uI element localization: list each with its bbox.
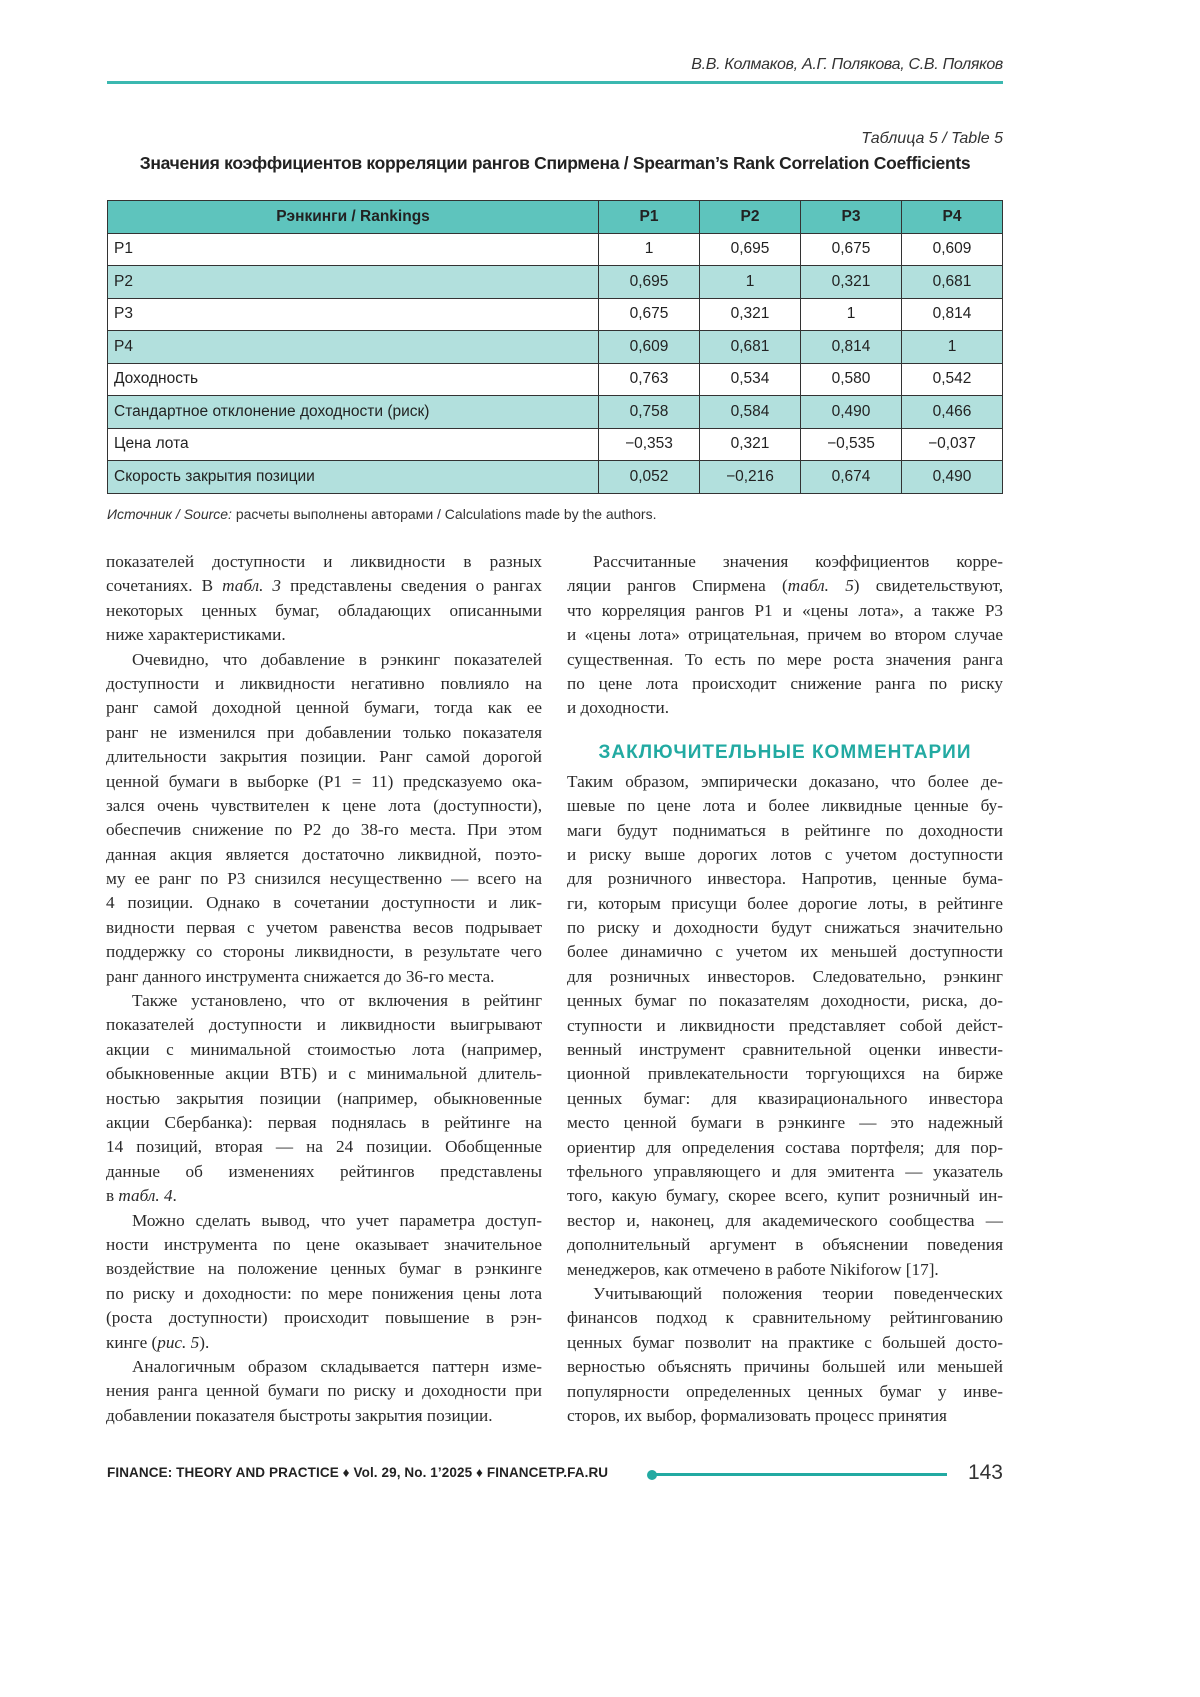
text-line: и риску выше дорогих лотов с учетом доступности: [567, 843, 1003, 867]
text-line: маги будут подниматься в рейтинге по доходности: [567, 819, 1003, 843]
cell-value: 0,681: [902, 266, 1003, 299]
table-row: [108, 266, 1003, 299]
text-line: длительности закрытия позиции. Ранг самой дорогой: [106, 745, 542, 769]
text-line: 4 позиции. Однако в сочетании доступности и лик-: [106, 891, 542, 915]
text-line: Аналогичным образом складывается паттерн изме-: [106, 1355, 542, 1379]
text-line: что корреляция рангов P1 и «цены лота», а также P3: [567, 599, 1003, 623]
text-line: Таким образом, эмпирически доказано, что более де-: [567, 770, 1003, 794]
text-line: ранг не изменился при добавлении только показателя: [106, 721, 542, 745]
text-line: нения ранга ценной бумаги по риску и доходности при: [106, 1379, 542, 1403]
footer-rule: [655, 1473, 947, 1476]
cell-value: −0,353: [599, 428, 700, 461]
cell-value: 0,321: [700, 428, 801, 461]
text-line: ценных бумаг по показателям доходности, риска, до-: [567, 989, 1003, 1013]
text-line: менеджеров, как отмечено в работе Nikiforow [17].: [567, 1258, 1003, 1282]
row-label: Цена лота: [108, 428, 599, 461]
text-line: дополнительный аргумент в объяснении поведения: [567, 1233, 1003, 1257]
text-line: поддержку со стороны ликвидности, в результате чего: [106, 940, 542, 964]
cell-value: −0,535: [801, 428, 902, 461]
table-row: [108, 461, 1003, 494]
text-line: ступности и ликвидности представляет собой дейст-: [567, 1014, 1003, 1038]
source-label: Источник / Source:: [107, 506, 232, 522]
cell-value: 0,580: [801, 363, 902, 396]
cell-value: 0,490: [801, 396, 902, 429]
page-number: 143: [968, 1461, 1003, 1485]
cell-value: −0,037: [902, 428, 1003, 461]
column-header-p3: P3: [801, 201, 902, 234]
row-label: P3: [108, 298, 599, 331]
cell-value: 0,490: [902, 461, 1003, 494]
text-line: ценных бумаг: для квазирационального инвестора: [567, 1087, 1003, 1111]
text-line: обыкновенные акции ВТБ) и с минимальной длитель-: [106, 1062, 542, 1086]
text-line: по риску и доходности: по мере понижения цены лота: [106, 1282, 542, 1306]
text-line: венный инструмент сравнительной оценки инвести-: [567, 1038, 1003, 1062]
running-header-authors: В.В. Колмаков, А.Г. Полякова, С.В. Поляков: [691, 56, 1003, 74]
text-line: видности первая с учетом равенства весов подрывает: [106, 916, 542, 940]
text-line: Учитывающий положения теории поведенческих: [567, 1282, 1003, 1306]
text-line: ги, которым присущи более дорогие лоты, в рейтинге: [567, 892, 1003, 916]
cell-value: 0,052: [599, 461, 700, 494]
text-line: место ценной бумаги в рэнкинге — это надежный: [567, 1111, 1003, 1135]
text-line: воздействие на положение ценных бумаг в рэнкинге: [106, 1257, 542, 1281]
table-row: [108, 396, 1003, 429]
text-line: более динамично с учетом их меньшей доступности: [567, 940, 1003, 964]
text-line: данная акция является достаточно ликвидной, поэто-: [106, 843, 542, 867]
text-line: ниже характеристиками.: [106, 623, 542, 647]
text-line: по цене лота происходит снижение ранга по риску: [567, 672, 1003, 696]
correlation-table: [107, 200, 1003, 494]
text-line: Очевидно, что добавление в рэнкинг показателей: [106, 648, 542, 672]
table-number: Таблица 5 / Table 5: [861, 130, 1003, 148]
text-line: обеспечив снижение по P2 до 38-го места. При этом: [106, 818, 542, 842]
column-header-rankings: Рэнкинги / Rankings: [108, 201, 599, 234]
text-line: в табл. 4.: [106, 1184, 542, 1208]
cell-value: 0,609: [599, 331, 700, 364]
row-label: Доходность: [108, 363, 599, 396]
text-line: вестор и, наконец, для академического сообщества —: [567, 1209, 1003, 1233]
cell-value: 0,695: [599, 266, 700, 299]
text-line: по риску и доходности будут снижаться значительно: [567, 916, 1003, 940]
cell-value: 1: [902, 331, 1003, 364]
cell-value: 0,758: [599, 396, 700, 429]
row-label: P1: [108, 233, 599, 266]
cell-value: 0,814: [801, 331, 902, 364]
table-row: [108, 363, 1003, 396]
row-label: Стандартное отклонение доходности (риск): [108, 396, 599, 429]
cell-value: −0,216: [700, 461, 801, 494]
right-text-column: [567, 550, 1003, 1428]
cell-value: 1: [599, 233, 700, 266]
text-line: Также установлено, что от включения в рейтинг: [106, 989, 542, 1013]
cell-value: 0,814: [902, 298, 1003, 331]
text-line: ляции рангов Спирмена (табл. 5) свидетельствуют,: [567, 574, 1003, 598]
text-line: верностью объяснять причины большей или меньшей: [567, 1355, 1003, 1379]
cell-value: 1: [801, 298, 902, 331]
cell-value: 0,542: [902, 363, 1003, 396]
text-line: акции с минимальной стоимостью лота (например,: [106, 1038, 542, 1062]
text-line: ности инструмента по цене оказывает значительное: [106, 1233, 542, 1257]
cell-value: 0,321: [700, 298, 801, 331]
cell-value: 0,321: [801, 266, 902, 299]
text-line: данные об изменениях рейтингов представлены: [106, 1160, 542, 1184]
cell-value: 0,584: [700, 396, 801, 429]
cell-value: 1: [700, 266, 801, 299]
text-line: показателей доступности и ликвидности в разных: [106, 550, 542, 574]
column-header-p4: P4: [902, 201, 1003, 234]
row-label: Скорость закрытия позиции: [108, 461, 599, 494]
page-footer: [107, 1463, 1003, 1487]
table-header-row: [108, 201, 1003, 234]
table-row: [108, 331, 1003, 364]
column-header-p2: P2: [700, 201, 801, 234]
table-source: [107, 506, 657, 522]
text-line: существенная. То есть по мере роста значения ранга: [567, 648, 1003, 672]
cell-value: 0,681: [700, 331, 801, 364]
header-rule: [107, 81, 1003, 84]
row-label: P4: [108, 331, 599, 364]
cell-value: 0,675: [801, 233, 902, 266]
cell-value: 0,675: [599, 298, 700, 331]
cell-value: 0,609: [902, 233, 1003, 266]
text-line: и доходности.: [567, 696, 1003, 720]
text-line: доступности и ликвидности негативно повлияло на: [106, 672, 542, 696]
cell-value: 0,674: [801, 461, 902, 494]
document-page: [0, 0, 1200, 1697]
text-line: Можно сделать вывод, что учет параметра доступ-: [106, 1209, 542, 1233]
text-line: ранг данного инструмента снижается до 36-го места.: [106, 965, 542, 989]
text-line: популярности определенных ценных бумаг у инве-: [567, 1380, 1003, 1404]
table-title: Значения коэффициентов корреляции рангов Спирмена / Spearman’s Rank Correlation Coefficients: [107, 153, 1003, 174]
text-line: сочетаниях. В табл. 3 представлены сведения о рангах: [106, 574, 542, 598]
source-text: расчеты выполнены авторами / Calculations made by the authors.: [232, 506, 657, 522]
text-line: добавлении показателя быстроты закрытия позиции.: [106, 1404, 542, 1428]
text-line: ориентир для определения состава портфеля; для пор-: [567, 1136, 1003, 1160]
text-line: того, какую бумагу, скорее всего, купит розничный ин-: [567, 1184, 1003, 1208]
text-line: финансов подход к сравнительному рейтингованию: [567, 1306, 1003, 1330]
footer-journal: FINANCE: THEORY AND PRACTICE ♦ Vol. 29, No. 1’2025 ♦ FINANCETP.FA.RU: [107, 1465, 608, 1480]
table-row: [108, 233, 1003, 266]
text-line: ценных бумаг позволит на практике с большей досто-: [567, 1331, 1003, 1355]
text-line: тфельного управляющего и для эмитента — указатель: [567, 1160, 1003, 1184]
text-line: кинге (рис. 5).: [106, 1331, 542, 1355]
text-line: и «цены лота» отрицательная, причем во втором случае: [567, 623, 1003, 647]
text-line: ностью закрытия позиции (например, обыкновенные: [106, 1087, 542, 1111]
text-line: ционной привлекательности торгующихся на бирже: [567, 1062, 1003, 1086]
text-line: зался очень чувствителен к цене лота (доступности),: [106, 794, 542, 818]
text-line: Рассчитанные значения коэффициентов корре-: [567, 550, 1003, 574]
cell-value: 0,466: [902, 396, 1003, 429]
section-heading: ЗАКЛЮЧИТЕЛЬНЫЕ КОММЕНТАРИИ: [567, 741, 1003, 767]
text-line: показателей доступности и ликвидности выигрывают: [106, 1013, 542, 1037]
text-line: 14 позиций, вторая — на 24 позиции. Обобщенные: [106, 1135, 542, 1159]
table-row: [108, 428, 1003, 461]
table-row: [108, 298, 1003, 331]
text-line: некоторых ценных бумаг, обладающих описанными: [106, 599, 542, 623]
text-line: ранг самой доходной ценной бумаги, тогда как ее: [106, 696, 542, 720]
text-line: шевые по цене лота и более ликвидные ценные бу-: [567, 794, 1003, 818]
row-label: P2: [108, 266, 599, 299]
left-text-column: [106, 550, 542, 1428]
column-header-p1: P1: [599, 201, 700, 234]
text-line: для розничных инвесторов. Следовательно, рэнкинг: [567, 965, 1003, 989]
text-line: му ее ранг по P3 снизился несущественно — всего на: [106, 867, 542, 891]
text-line: ценной бумаги в выборке (P1 = 11) предсказуемо ока-: [106, 770, 542, 794]
text-line: (роста доступности) происходит повышение в рэн-: [106, 1306, 542, 1330]
text-line: акции Сбербанка): первая поднялась в рейтинге на: [106, 1111, 542, 1135]
cell-value: 0,763: [599, 363, 700, 396]
text-line: для розничного инвестора. Напротив, ценные бума-: [567, 867, 1003, 891]
text-line: сторов, их выбор, формализовать процесс принятия: [567, 1404, 1003, 1428]
cell-value: 0,695: [700, 233, 801, 266]
cell-value: 0,534: [700, 363, 801, 396]
